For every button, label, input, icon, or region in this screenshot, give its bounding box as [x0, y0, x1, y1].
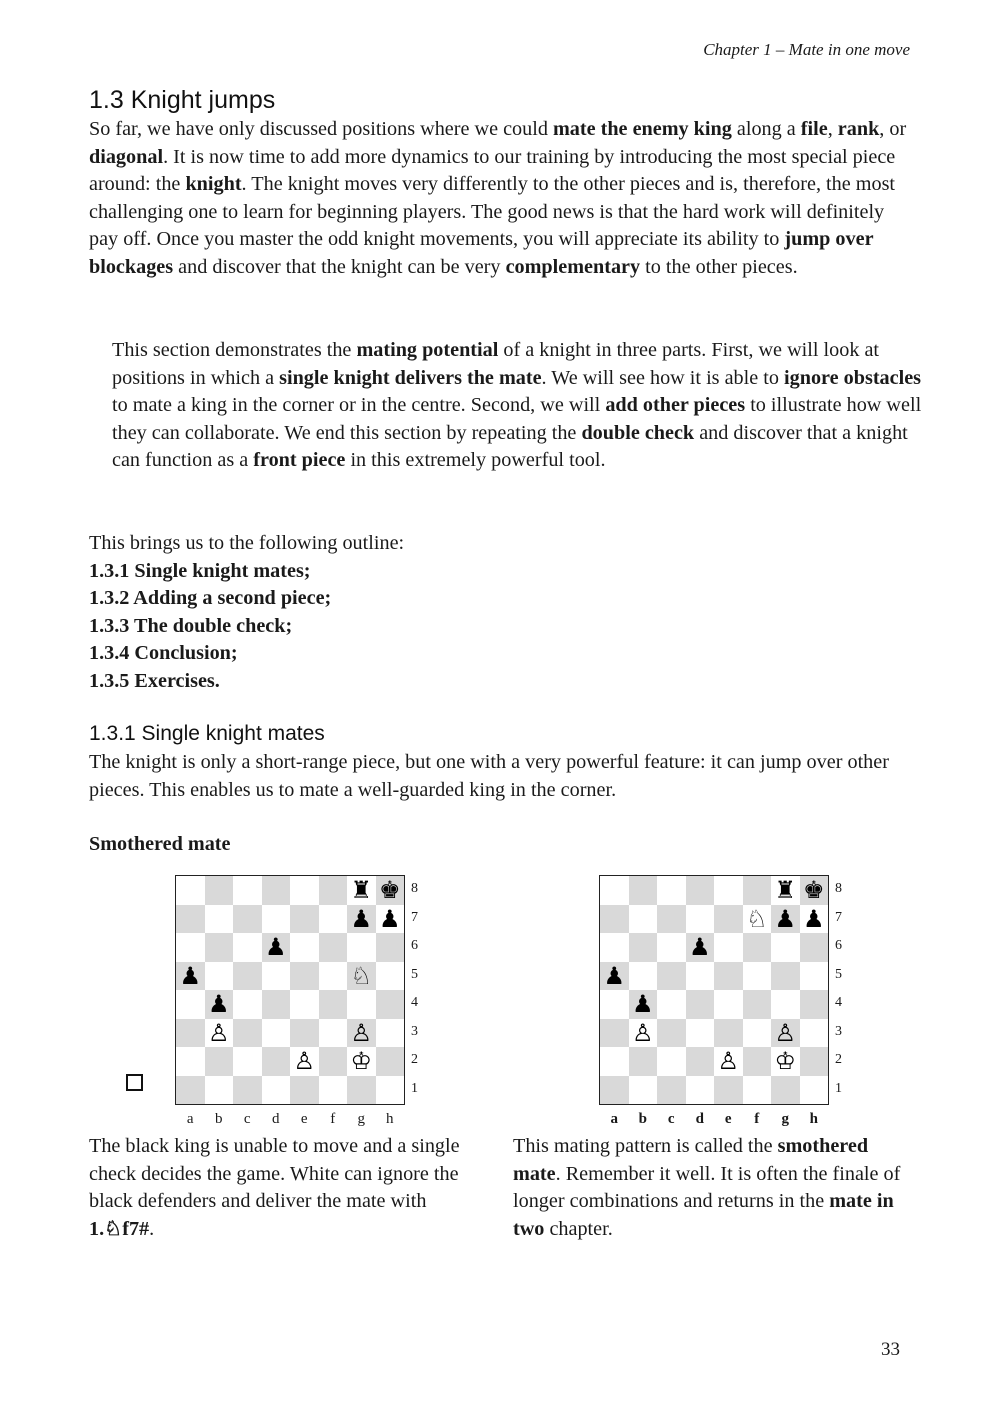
file-label: e [300, 1111, 308, 1127]
square-d8 [262, 876, 291, 905]
bold-run: knight [185, 173, 242, 195]
square-g1 [347, 1076, 376, 1105]
white-pawn-icon: ♙ [207, 1018, 230, 1047]
square-g6 [771, 933, 800, 962]
square-d1 [262, 1076, 291, 1105]
bold-run: file [800, 118, 828, 140]
rank-label: 3 [411, 1023, 418, 1039]
square-h7 [800, 905, 829, 934]
square-f8 [743, 876, 772, 905]
text-run: chapter. [544, 1217, 613, 1240]
square-e4 [714, 990, 743, 1019]
square-b2 [629, 1047, 658, 1076]
square-b6 [205, 933, 234, 962]
square-c8 [657, 876, 686, 905]
bold-run: diagonal [89, 145, 164, 168]
square-a6 [600, 933, 629, 962]
bold-run: complementary [505, 255, 641, 278]
outline-item: 1.3.4 Conclusion; [89, 642, 238, 664]
square-e8 [714, 876, 743, 905]
square-e5 [290, 962, 319, 991]
square-d7 [686, 905, 715, 934]
square-d8 [686, 876, 715, 905]
text-run: The knight is only a short-range piece, but one with a very powerful feature: it can jump over other pieces. This enables us to mate a well-guarded king in the corner. [89, 751, 889, 801]
square-d3 [262, 1019, 291, 1048]
square-b3 [205, 1019, 234, 1048]
text-run: , or [879, 118, 907, 140]
black-pawn-icon: ♟ [264, 933, 287, 962]
rank-label: 2 [411, 1052, 418, 1067]
file-label: h [809, 1111, 818, 1127]
file-label: a [610, 1111, 618, 1127]
square-b5 [205, 962, 234, 991]
square-e5 [714, 962, 743, 991]
bold-run: single knight delivers the mate [279, 366, 542, 389]
square-c5 [657, 962, 686, 991]
rank-label: 6 [835, 938, 842, 953]
square-f2 [319, 1047, 348, 1076]
bold-run: smothered mate [513, 1135, 869, 1185]
rank-label: 1 [411, 1080, 418, 1096]
square-g5 [771, 962, 800, 991]
black-pawn-icon: ♟ [688, 933, 711, 962]
square-d2 [262, 1047, 291, 1076]
file-label: f [754, 1111, 760, 1127]
square-f6 [743, 933, 772, 962]
file-label: c [243, 1111, 251, 1127]
square-b3 [629, 1019, 658, 1048]
white-pawn-icon: ♙ [717, 1047, 739, 1076]
square-b8 [205, 876, 234, 905]
subsection-paragraph [89, 749, 914, 804]
square-g8 [347, 876, 376, 905]
rank-label: 5 [411, 966, 418, 982]
square-a5 [176, 962, 205, 991]
square-h6 [800, 933, 829, 962]
black-pawn-icon: ♟ [631, 990, 654, 1019]
square-a5 [600, 962, 629, 991]
rank-label: 2 [835, 1052, 842, 1067]
bold-run: mating potential [356, 339, 499, 361]
text-run: . The knight moves very differently to the other pieces and is, therefore, the most challenging one to learn for beginning players. The good news is that the hard work will definitely pay off. Once you master the odd knight movements, you will appreciate its ability to [89, 173, 896, 250]
square-c1 [657, 1076, 686, 1105]
black-king-icon: ♚ [378, 876, 401, 905]
square-b2 [205, 1047, 234, 1076]
square-a7 [600, 905, 629, 934]
file-labels [599, 1111, 829, 1131]
file-label: g [781, 1111, 789, 1127]
bold-run: mate in two [513, 1190, 894, 1240]
square-d5 [262, 962, 291, 991]
outline-item: 1.3.1 Single knight mates; [89, 559, 311, 582]
rank-label: 5 [835, 966, 842, 982]
text-run: in this extremely powerful tool. [345, 449, 606, 471]
text-run: along a [731, 118, 801, 140]
file-label: c [667, 1111, 675, 1127]
square-f1 [743, 1076, 772, 1105]
diagram-2-caption [513, 1133, 908, 1243]
text-run: . It is now time to add more dynamics to our training by introducing the most special piece around: the [89, 145, 896, 195]
square-c3 [233, 1019, 262, 1048]
text-run: . [149, 1217, 155, 1240]
file-label: a [186, 1111, 194, 1127]
square-c7 [233, 905, 262, 934]
rank-label: 6 [411, 938, 418, 953]
square-g8 [771, 876, 800, 905]
square-f5 [319, 962, 348, 991]
outline-item: 1.3.5 Exercises. [89, 669, 220, 692]
square-c6 [233, 933, 262, 962]
square-g1 [771, 1076, 800, 1105]
white-pawn-icon: ♙ [774, 1018, 796, 1047]
square-e3 [714, 1019, 743, 1048]
square-h2 [376, 1047, 405, 1076]
square-h8 [800, 876, 829, 905]
black-pawn-icon: ♟ [802, 904, 825, 933]
square-d2 [686, 1047, 715, 1076]
square-g7 [771, 905, 800, 934]
text-run: of a knight in three parts. First, we will look at positions in which a [112, 339, 880, 389]
rank-label: 8 [411, 881, 418, 896]
file-labels [175, 1111, 405, 1131]
square-e4 [290, 990, 319, 1019]
square-e3 [290, 1019, 319, 1048]
square-a1 [600, 1076, 629, 1105]
page-number: 33 [881, 1339, 900, 1360]
text-run: . We will see how it is able to [541, 366, 785, 389]
square-a4 [176, 990, 205, 1019]
white-to-move-icon [126, 1074, 143, 1091]
running-header: Chapter 1 – Mate in one move [703, 40, 910, 59]
black-pawn-icon: ♟ [350, 904, 372, 933]
text-run: . Remember it well. It is often the finale of longer combinations and returns in the [513, 1162, 901, 1212]
square-f1 [319, 1076, 348, 1105]
square-a2 [176, 1047, 205, 1076]
file-label: f [330, 1111, 336, 1127]
square-h6 [376, 933, 405, 962]
square-b7 [629, 905, 658, 934]
square-b8 [629, 876, 658, 905]
square-f6 [319, 933, 348, 962]
text-run: to mate a king in the corner or in the centre. Second, we will [112, 394, 606, 416]
black-pawn-icon: ♟ [603, 961, 625, 990]
square-f8 [319, 876, 348, 905]
file-label: g [357, 1111, 365, 1127]
square-c4 [233, 990, 262, 1019]
square-d6 [686, 933, 715, 962]
square-a3 [600, 1019, 629, 1048]
square-h1 [376, 1076, 405, 1105]
section-title: 1.3 Knight jumps [89, 86, 276, 114]
black-king-icon: ♚ [802, 876, 825, 905]
square-d4 [262, 990, 291, 1019]
text-run: This mating pattern is called the [513, 1135, 778, 1157]
outline [89, 530, 914, 695]
square-d6 [262, 933, 291, 962]
rank-label: 7 [835, 909, 842, 925]
bold-run: front piece [253, 449, 346, 471]
rank-label: 4 [411, 995, 418, 1010]
bold-run: jump over blockages [89, 228, 874, 278]
square-h3 [376, 1019, 405, 1048]
square-c7 [657, 905, 686, 934]
section-plan-paragraph [89, 337, 937, 475]
square-e7 [290, 905, 319, 934]
square-d3 [686, 1019, 715, 1048]
black-rook-icon: ♜ [774, 876, 796, 905]
square-a1 [176, 1076, 205, 1105]
intro-paragraph [89, 116, 914, 281]
square-e1 [290, 1076, 319, 1105]
square-a6 [176, 933, 205, 962]
bold-run: ignore obstacles [784, 366, 922, 389]
square-g3 [771, 1019, 800, 1048]
square-c8 [233, 876, 262, 905]
text-run: and discover that the knight can be very [173, 255, 506, 278]
text-run: and discover that a knight can function as a [112, 421, 908, 471]
white-knight-icon: ♘ [745, 904, 768, 933]
square-h4 [376, 990, 405, 1019]
square-f7 [743, 905, 772, 934]
square-a8 [600, 876, 629, 905]
square-b6 [629, 933, 658, 962]
black-pawn-icon: ♟ [207, 990, 230, 1019]
square-b4 [205, 990, 234, 1019]
text-run: to the other pieces. [640, 255, 798, 278]
text-run: , [827, 118, 838, 140]
square-c6 [657, 933, 686, 962]
black-pawn-icon: ♟ [774, 904, 796, 933]
square-e7 [714, 905, 743, 934]
text-run: This section demonstrates the [112, 339, 357, 361]
rank-label: 3 [835, 1023, 842, 1039]
subsection-title: 1.3.1 Single knight mates [89, 722, 325, 745]
pattern-title: Smothered mate [89, 833, 231, 855]
square-e8 [290, 876, 319, 905]
file-label: h [386, 1111, 394, 1127]
outline-intro: This brings us to the following outline: [89, 532, 405, 554]
square-d4 [686, 990, 715, 1019]
square-h3 [800, 1019, 829, 1048]
square-d5 [686, 962, 715, 991]
square-e2 [290, 1047, 319, 1076]
square-h8 [376, 876, 405, 905]
bold-run: 1.♘f7# [89, 1217, 150, 1240]
white-king-icon: ♔ [350, 1047, 372, 1076]
square-h5 [800, 962, 829, 991]
square-e6 [290, 933, 319, 962]
text-run: The black king is unable to move and a single check decides the game. White can ignore the black defenders and deliver the mate with [89, 1135, 460, 1212]
square-e2 [714, 1047, 743, 1076]
square-b4 [629, 990, 658, 1019]
white-king-icon: ♔ [774, 1047, 796, 1076]
file-label: b [638, 1111, 647, 1127]
square-a8 [176, 876, 205, 905]
black-rook-icon: ♜ [350, 876, 372, 905]
square-g3 [347, 1019, 376, 1048]
square-h5 [376, 962, 405, 991]
chess-board [599, 875, 829, 1105]
square-d7 [262, 905, 291, 934]
square-f5 [743, 962, 772, 991]
square-f3 [319, 1019, 348, 1048]
bold-run: mate the enemy king [552, 118, 732, 140]
square-b5 [629, 962, 658, 991]
square-d1 [686, 1076, 715, 1105]
bold-run: rank [837, 118, 880, 140]
text-run: to illustrate how well they can collaborate. We end this section by repeating the [112, 394, 922, 444]
square-c2 [233, 1047, 262, 1076]
square-h2 [800, 1047, 829, 1076]
square-f3 [743, 1019, 772, 1048]
square-b7 [205, 905, 234, 934]
square-a4 [600, 990, 629, 1019]
black-pawn-icon: ♟ [179, 961, 201, 990]
file-label: e [724, 1111, 732, 1127]
square-b1 [629, 1076, 658, 1105]
diagram-1-caption [89, 1133, 479, 1243]
white-pawn-icon: ♙ [293, 1047, 315, 1076]
white-pawn-icon: ♙ [350, 1018, 372, 1047]
text-run: So far, we have only discussed positions where we could [89, 118, 553, 140]
square-c5 [233, 962, 262, 991]
chess-board [175, 875, 405, 1105]
square-f4 [743, 990, 772, 1019]
black-pawn-icon: ♟ [378, 904, 401, 933]
square-a2 [600, 1047, 629, 1076]
bold-run: double check [581, 421, 695, 444]
square-c4 [657, 990, 686, 1019]
square-g4 [347, 990, 376, 1019]
square-h1 [800, 1076, 829, 1105]
rank-label: 4 [835, 995, 842, 1010]
square-g2 [771, 1047, 800, 1076]
square-e6 [714, 933, 743, 962]
square-c1 [233, 1076, 262, 1105]
square-g7 [347, 905, 376, 934]
bold-run: add other pieces [605, 394, 746, 416]
file-label: d [695, 1111, 704, 1127]
square-f2 [743, 1047, 772, 1076]
rank-label: 8 [835, 881, 842, 896]
square-c3 [657, 1019, 686, 1048]
square-f4 [319, 990, 348, 1019]
square-g6 [347, 933, 376, 962]
square-a7 [176, 905, 205, 934]
square-h4 [800, 990, 829, 1019]
outline-item: 1.3.3 The double check; [89, 614, 293, 637]
rank-label: 7 [411, 909, 418, 925]
square-b1 [205, 1076, 234, 1105]
square-h7 [376, 905, 405, 934]
white-knight-icon: ♘ [350, 961, 372, 990]
square-a3 [176, 1019, 205, 1048]
square-g5 [347, 962, 376, 991]
square-g2 [347, 1047, 376, 1076]
square-e1 [714, 1076, 743, 1105]
square-c2 [657, 1047, 686, 1076]
file-label: d [272, 1111, 280, 1127]
rank-label: 1 [835, 1080, 842, 1096]
white-pawn-icon: ♙ [631, 1018, 654, 1047]
square-g4 [771, 990, 800, 1019]
outline-item: 1.3.2 Adding a second piece; [89, 587, 332, 609]
file-label: b [215, 1111, 223, 1127]
square-f7 [319, 905, 348, 934]
